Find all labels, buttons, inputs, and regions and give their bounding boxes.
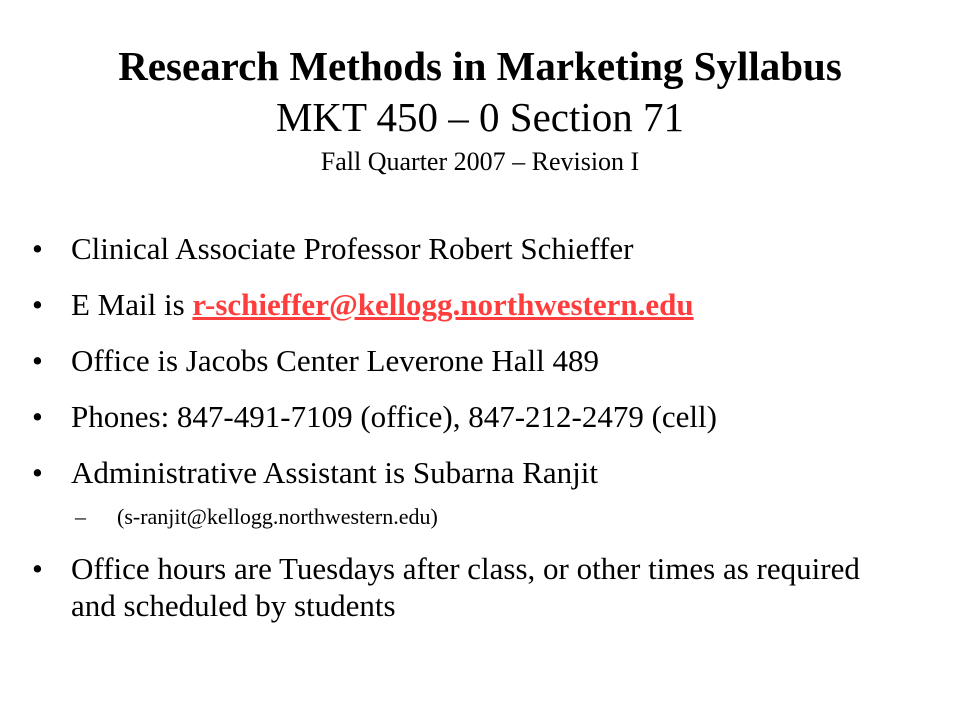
bullet-dot-icon: • xyxy=(32,343,43,378)
bullet-professor xyxy=(32,230,912,267)
sub-item-assistant-email xyxy=(75,502,912,532)
course-code-section: MKT 450 – 0 Section 71 xyxy=(275,94,685,140)
bullet-dot-icon: • xyxy=(32,231,43,266)
bullet-office-hours xyxy=(32,550,912,624)
assistant-text: Administrative Assistant is Subarna Ranjit xyxy=(71,455,598,490)
bullet-dot-icon: • xyxy=(32,399,43,434)
bullet-phones xyxy=(32,398,912,435)
email-link[interactable]: r-schieffer@kellogg.northwestern.edu xyxy=(192,287,694,322)
dash-icon: – xyxy=(75,504,86,529)
office-hours-text: Office hours are Tuesdays after class, or other times as required and scheduled by students xyxy=(71,551,860,623)
bullet-assistant xyxy=(32,454,912,491)
term-revision: Fall Quarter 2007 – Revision I xyxy=(320,147,640,176)
professor-text: Clinical Associate Professor Robert Schieffer xyxy=(71,231,634,266)
email-prefix-text: E Mail is xyxy=(71,287,193,322)
bullet-office xyxy=(32,342,912,379)
bullet-list xyxy=(32,230,912,643)
course-title: Research Methods in Marketing Syllabus xyxy=(118,43,842,89)
bullet-dot-icon: • xyxy=(32,455,43,490)
phones-text: Phones: 847-491-7109 (office), 847-212-2479 (cell) xyxy=(71,399,717,434)
bullet-dot-icon: • xyxy=(32,551,43,586)
office-text: Office is Jacobs Center Leverone Hall 489 xyxy=(71,343,599,378)
bullet-email xyxy=(32,286,912,323)
assistant-email-text: (s-ranjit@kellogg.northwestern.edu) xyxy=(117,504,438,529)
title-block xyxy=(0,40,960,182)
bullet-dot-icon: • xyxy=(32,287,43,322)
